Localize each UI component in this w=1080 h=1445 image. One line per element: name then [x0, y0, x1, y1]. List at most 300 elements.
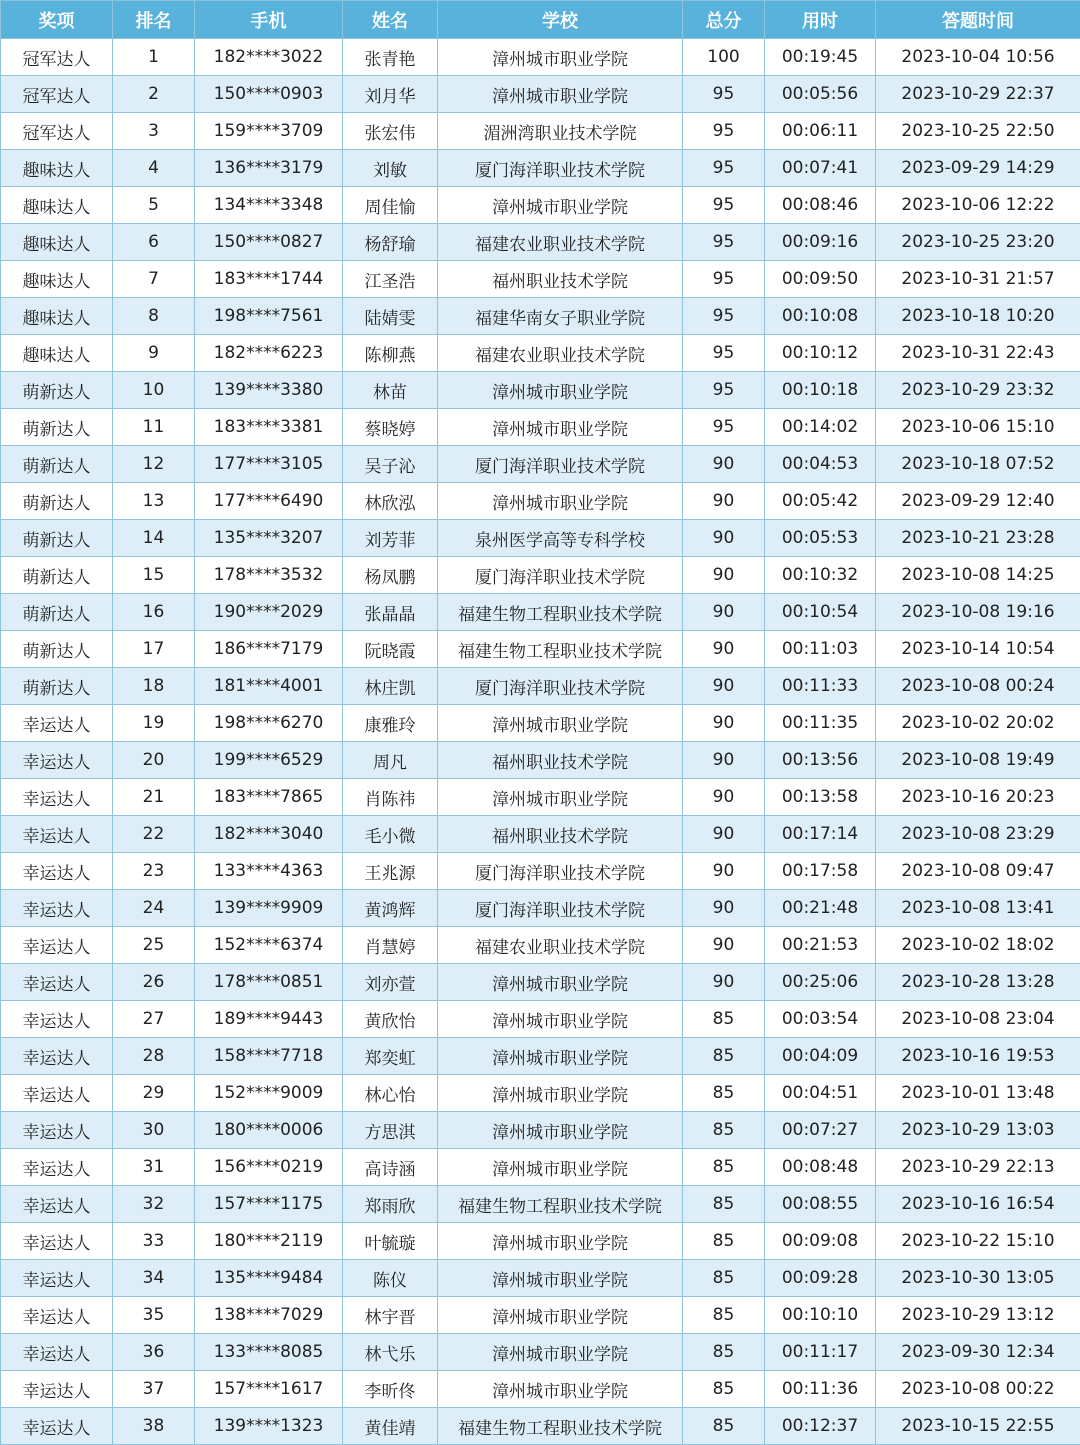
- table-row: [1, 1038, 1080, 1075]
- name-cell: 肖慧婷: [343, 927, 438, 964]
- name-cell: 叶毓璇: [343, 1223, 438, 1260]
- name-cell: 周凡: [343, 742, 438, 779]
- score-cell: 85: [683, 1334, 765, 1371]
- rank-cell: 2: [113, 76, 195, 113]
- school-cell: 厦门海洋职业技术学院: [438, 853, 683, 890]
- award-cell: 幸运达人: [1, 742, 113, 779]
- award-cell: 趣味达人: [1, 224, 113, 261]
- name-cell: 张晶晶: [343, 594, 438, 631]
- score-cell: 85: [683, 1223, 765, 1260]
- score-cell: 85: [683, 1038, 765, 1075]
- phone-cell: 190****2029: [195, 594, 343, 631]
- table-row: [1, 1223, 1080, 1260]
- rank-cell: 34: [113, 1260, 195, 1297]
- phone-cell: 181****4001: [195, 668, 343, 705]
- table-row: [1, 520, 1080, 557]
- answer-time-cell: 2023-10-08 00:24: [876, 668, 1080, 705]
- rank-cell: 11: [113, 409, 195, 446]
- answer-time-cell: 2023-09-29 14:29: [876, 150, 1080, 187]
- table-row: [1, 372, 1080, 409]
- phone-cell: 177****3105: [195, 446, 343, 483]
- score-cell: 85: [683, 1112, 765, 1149]
- phone-cell: 183****7865: [195, 779, 343, 816]
- award-cell: 趣味达人: [1, 335, 113, 372]
- duration-cell: 00:10:10: [765, 1297, 876, 1334]
- header-award: 奖项: [1, 1, 113, 39]
- award-cell: 冠军达人: [1, 113, 113, 150]
- award-cell: 幸运达人: [1, 1075, 113, 1112]
- header-answer-time: 答题时间: [876, 1, 1080, 39]
- school-cell: 福建农业职业技术学院: [438, 335, 683, 372]
- rank-cell: 33: [113, 1223, 195, 1260]
- award-cell: 趣味达人: [1, 187, 113, 224]
- duration-cell: 00:07:41: [765, 150, 876, 187]
- phone-cell: 186****7179: [195, 631, 343, 668]
- duration-cell: 00:13:56: [765, 742, 876, 779]
- score-cell: 90: [683, 705, 765, 742]
- award-cell: 幸运达人: [1, 1149, 113, 1186]
- duration-cell: 00:11:35: [765, 705, 876, 742]
- answer-time-cell: 2023-10-06 15:10: [876, 409, 1080, 446]
- name-cell: 周佳愉: [343, 187, 438, 224]
- school-cell: 福建生物工程职业技术学院: [438, 1408, 683, 1445]
- duration-cell: 00:21:53: [765, 927, 876, 964]
- table-row: [1, 1112, 1080, 1149]
- name-cell: 黄佳靖: [343, 1408, 438, 1445]
- phone-cell: 150****0827: [195, 224, 343, 261]
- table-row: [1, 483, 1080, 520]
- phone-cell: 198****6270: [195, 705, 343, 742]
- score-cell: 90: [683, 520, 765, 557]
- name-cell: 毛小微: [343, 816, 438, 853]
- rank-cell: 5: [113, 187, 195, 224]
- rank-cell: 24: [113, 890, 195, 927]
- rank-cell: 6: [113, 224, 195, 261]
- name-cell: 陆婧雯: [343, 298, 438, 335]
- answer-time-cell: 2023-09-30 12:34: [876, 1334, 1080, 1371]
- school-cell: 福建农业职业技术学院: [438, 927, 683, 964]
- school-cell: 泉州医学高等专科学校: [438, 520, 683, 557]
- phone-cell: 133****8085: [195, 1334, 343, 1371]
- name-cell: 黄欣怡: [343, 1001, 438, 1038]
- duration-cell: 00:09:28: [765, 1260, 876, 1297]
- award-cell: 幸运达人: [1, 1223, 113, 1260]
- answer-time-cell: 2023-10-18 07:52: [876, 446, 1080, 483]
- phone-cell: 139****1323: [195, 1408, 343, 1445]
- name-cell: 林宇晋: [343, 1297, 438, 1334]
- phone-cell: 152****9009: [195, 1075, 343, 1112]
- table-row: [1, 1186, 1080, 1223]
- rank-cell: 1: [113, 39, 195, 76]
- name-cell: 康雅玲: [343, 705, 438, 742]
- school-cell: 厦门海洋职业技术学院: [438, 150, 683, 187]
- score-cell: 90: [683, 557, 765, 594]
- award-cell: 幸运达人: [1, 853, 113, 890]
- award-cell: 冠军达人: [1, 76, 113, 113]
- phone-cell: 139****9909: [195, 890, 343, 927]
- award-cell: 幸运达人: [1, 1186, 113, 1223]
- phone-cell: 180****0006: [195, 1112, 343, 1149]
- rank-cell: 9: [113, 335, 195, 372]
- duration-cell: 00:05:56: [765, 76, 876, 113]
- name-cell: 林心怡: [343, 1075, 438, 1112]
- score-cell: 90: [683, 631, 765, 668]
- table-row: [1, 557, 1080, 594]
- phone-cell: 135****3207: [195, 520, 343, 557]
- school-cell: 漳州城市职业学院: [438, 779, 683, 816]
- rank-cell: 29: [113, 1075, 195, 1112]
- award-cell: 萌新达人: [1, 520, 113, 557]
- duration-cell: 00:04:51: [765, 1075, 876, 1112]
- name-cell: 林庄凯: [343, 668, 438, 705]
- school-cell: 漳州城市职业学院: [438, 1149, 683, 1186]
- duration-cell: 00:10:54: [765, 594, 876, 631]
- score-cell: 100: [683, 39, 765, 76]
- school-cell: 厦门海洋职业技术学院: [438, 557, 683, 594]
- award-cell: 幸运达人: [1, 927, 113, 964]
- table-row: [1, 631, 1080, 668]
- rank-cell: 15: [113, 557, 195, 594]
- duration-cell: 00:14:02: [765, 409, 876, 446]
- score-cell: 95: [683, 409, 765, 446]
- rank-cell: 31: [113, 1149, 195, 1186]
- score-cell: 95: [683, 372, 765, 409]
- duration-cell: 00:03:54: [765, 1001, 876, 1038]
- school-cell: 漳州城市职业学院: [438, 187, 683, 224]
- rank-cell: 4: [113, 150, 195, 187]
- award-cell: 幸运达人: [1, 1038, 113, 1075]
- phone-cell: 182****3022: [195, 39, 343, 76]
- score-cell: 90: [683, 890, 765, 927]
- answer-time-cell: 2023-10-16 19:53: [876, 1038, 1080, 1075]
- name-cell: 刘亦萱: [343, 964, 438, 1001]
- phone-cell: 182****6223: [195, 335, 343, 372]
- award-cell: 趣味达人: [1, 150, 113, 187]
- answer-time-cell: 2023-10-08 13:41: [876, 890, 1080, 927]
- phone-cell: 138****7029: [195, 1297, 343, 1334]
- school-cell: 漳州城市职业学院: [438, 1334, 683, 1371]
- score-cell: 85: [683, 1186, 765, 1223]
- score-cell: 95: [683, 335, 765, 372]
- school-cell: 漳州城市职业学院: [438, 705, 683, 742]
- table-row: [1, 335, 1080, 372]
- name-cell: 刘月华: [343, 76, 438, 113]
- award-cell: 萌新达人: [1, 557, 113, 594]
- phone-cell: 136****3179: [195, 150, 343, 187]
- answer-time-cell: 2023-10-31 22:43: [876, 335, 1080, 372]
- rank-cell: 7: [113, 261, 195, 298]
- score-cell: 90: [683, 816, 765, 853]
- answer-time-cell: 2023-10-29 22:37: [876, 76, 1080, 113]
- phone-cell: 134****3348: [195, 187, 343, 224]
- award-cell: 趣味达人: [1, 261, 113, 298]
- duration-cell: 00:04:53: [765, 446, 876, 483]
- rank-cell: 25: [113, 927, 195, 964]
- score-cell: 95: [683, 76, 765, 113]
- header-phone: 手机: [195, 1, 343, 39]
- school-cell: 漳州城市职业学院: [438, 964, 683, 1001]
- duration-cell: 00:25:06: [765, 964, 876, 1001]
- phone-cell: 133****4363: [195, 853, 343, 890]
- phone-cell: 152****6374: [195, 927, 343, 964]
- duration-cell: 00:11:03: [765, 631, 876, 668]
- school-cell: 福建生物工程职业技术学院: [438, 631, 683, 668]
- duration-cell: 00:04:09: [765, 1038, 876, 1075]
- name-cell: 张宏伟: [343, 113, 438, 150]
- answer-time-cell: 2023-10-04 10:56: [876, 39, 1080, 76]
- name-cell: 郑奕虹: [343, 1038, 438, 1075]
- name-cell: 李昕佟: [343, 1371, 438, 1408]
- table-row: [1, 1075, 1080, 1112]
- answer-time-cell: 2023-10-18 10:20: [876, 298, 1080, 335]
- name-cell: 林弋乐: [343, 1334, 438, 1371]
- rank-cell: 21: [113, 779, 195, 816]
- duration-cell: 00:07:27: [765, 1112, 876, 1149]
- rank-cell: 30: [113, 1112, 195, 1149]
- duration-cell: 00:06:11: [765, 113, 876, 150]
- rank-cell: 27: [113, 1001, 195, 1038]
- phone-cell: 135****9484: [195, 1260, 343, 1297]
- rank-cell: 23: [113, 853, 195, 890]
- table-row: [1, 150, 1080, 187]
- header-school: 学校: [438, 1, 683, 39]
- rank-cell: 37: [113, 1371, 195, 1408]
- score-cell: 90: [683, 927, 765, 964]
- phone-cell: 156****0219: [195, 1149, 343, 1186]
- table-row: [1, 1334, 1080, 1371]
- award-cell: 萌新达人: [1, 446, 113, 483]
- school-cell: 厦门海洋职业技术学院: [438, 446, 683, 483]
- phone-cell: 157****1175: [195, 1186, 343, 1223]
- answer-time-cell: 2023-10-02 20:02: [876, 705, 1080, 742]
- award-cell: 萌新达人: [1, 372, 113, 409]
- duration-cell: 00:13:58: [765, 779, 876, 816]
- score-cell: 90: [683, 594, 765, 631]
- score-cell: 85: [683, 1001, 765, 1038]
- school-cell: 福州职业技术学院: [438, 261, 683, 298]
- name-cell: 肖陈祎: [343, 779, 438, 816]
- table-row: [1, 705, 1080, 742]
- score-cell: 85: [683, 1408, 765, 1445]
- duration-cell: 00:10:08: [765, 298, 876, 335]
- duration-cell: 00:09:50: [765, 261, 876, 298]
- answer-time-cell: 2023-10-25 23:20: [876, 224, 1080, 261]
- answer-time-cell: 2023-10-08 09:47: [876, 853, 1080, 890]
- phone-cell: 150****0903: [195, 76, 343, 113]
- answer-time-cell: 2023-10-16 20:23: [876, 779, 1080, 816]
- award-cell: 幸运达人: [1, 1112, 113, 1149]
- rank-cell: 26: [113, 964, 195, 1001]
- phone-cell: 183****3381: [195, 409, 343, 446]
- name-cell: 王兆源: [343, 853, 438, 890]
- score-cell: 90: [683, 853, 765, 890]
- award-cell: 幸运达人: [1, 1297, 113, 1334]
- answer-time-cell: 2023-10-29 22:13: [876, 1149, 1080, 1186]
- answer-time-cell: 2023-10-06 12:22: [876, 187, 1080, 224]
- phone-cell: 178****0851: [195, 964, 343, 1001]
- duration-cell: 00:05:53: [765, 520, 876, 557]
- phone-cell: 182****3040: [195, 816, 343, 853]
- phone-cell: 177****6490: [195, 483, 343, 520]
- answer-time-cell: 2023-10-01 13:48: [876, 1075, 1080, 1112]
- table-row: [1, 779, 1080, 816]
- school-cell: 漳州城市职业学院: [438, 76, 683, 113]
- name-cell: 杨舒瑜: [343, 224, 438, 261]
- header-duration: 用时: [765, 1, 876, 39]
- name-cell: 高诗涵: [343, 1149, 438, 1186]
- rank-cell: 13: [113, 483, 195, 520]
- school-cell: 漳州城市职业学院: [438, 1223, 683, 1260]
- name-cell: 林欣泓: [343, 483, 438, 520]
- rank-cell: 22: [113, 816, 195, 853]
- answer-time-cell: 2023-10-28 13:28: [876, 964, 1080, 1001]
- rank-cell: 20: [113, 742, 195, 779]
- award-cell: 幸运达人: [1, 705, 113, 742]
- score-cell: 85: [683, 1149, 765, 1186]
- award-cell: 趣味达人: [1, 298, 113, 335]
- phone-cell: 189****9443: [195, 1001, 343, 1038]
- answer-time-cell: 2023-10-08 23:29: [876, 816, 1080, 853]
- table-body: [1, 39, 1080, 1445]
- table-row: [1, 187, 1080, 224]
- duration-cell: 00:11:17: [765, 1334, 876, 1371]
- duration-cell: 00:08:46: [765, 187, 876, 224]
- header-row: [1, 1, 1080, 39]
- name-cell: 江圣浩: [343, 261, 438, 298]
- award-cell: 幸运达人: [1, 779, 113, 816]
- school-cell: 漳州城市职业学院: [438, 372, 683, 409]
- score-cell: 95: [683, 187, 765, 224]
- name-cell: 黄鸿辉: [343, 890, 438, 927]
- score-cell: 90: [683, 964, 765, 1001]
- duration-cell: 00:17:14: [765, 816, 876, 853]
- answer-time-cell: 2023-10-22 15:10: [876, 1223, 1080, 1260]
- rank-cell: 10: [113, 372, 195, 409]
- phone-cell: 199****6529: [195, 742, 343, 779]
- answer-time-cell: 2023-10-31 21:57: [876, 261, 1080, 298]
- score-cell: 85: [683, 1297, 765, 1334]
- table-row: [1, 1149, 1080, 1186]
- duration-cell: 00:10:18: [765, 372, 876, 409]
- duration-cell: 00:10:12: [765, 335, 876, 372]
- phone-cell: 180****2119: [195, 1223, 343, 1260]
- table-row: [1, 853, 1080, 890]
- name-cell: 郑雨欣: [343, 1186, 438, 1223]
- rank-cell: 35: [113, 1297, 195, 1334]
- rank-cell: 32: [113, 1186, 195, 1223]
- name-cell: 张青艳: [343, 39, 438, 76]
- table-row: [1, 446, 1080, 483]
- school-cell: 漳州城市职业学院: [438, 1075, 683, 1112]
- phone-cell: 183****1744: [195, 261, 343, 298]
- score-cell: 90: [683, 742, 765, 779]
- award-cell: 萌新达人: [1, 631, 113, 668]
- duration-cell: 00:21:48: [765, 890, 876, 927]
- score-cell: 85: [683, 1371, 765, 1408]
- table-row: [1, 890, 1080, 927]
- answer-time-cell: 2023-10-08 19:16: [876, 594, 1080, 631]
- rank-cell: 36: [113, 1334, 195, 1371]
- school-cell: 福建农业职业技术学院: [438, 224, 683, 261]
- school-cell: 福建生物工程职业技术学院: [438, 1186, 683, 1223]
- duration-cell: 00:19:45: [765, 39, 876, 76]
- duration-cell: 00:05:42: [765, 483, 876, 520]
- school-cell: 福建生物工程职业技术学院: [438, 594, 683, 631]
- score-cell: 95: [683, 298, 765, 335]
- rank-cell: 3: [113, 113, 195, 150]
- duration-cell: 00:09:16: [765, 224, 876, 261]
- school-cell: 漳州城市职业学院: [438, 409, 683, 446]
- name-cell: 方思淇: [343, 1112, 438, 1149]
- answer-time-cell: 2023-10-08 00:22: [876, 1371, 1080, 1408]
- award-cell: 萌新达人: [1, 409, 113, 446]
- table-row: [1, 224, 1080, 261]
- score-cell: 95: [683, 261, 765, 298]
- award-cell: 幸运达人: [1, 1334, 113, 1371]
- table-row: [1, 1001, 1080, 1038]
- name-cell: 吴子沁: [343, 446, 438, 483]
- school-cell: 漳州城市职业学院: [438, 1001, 683, 1038]
- award-cell: 幸运达人: [1, 964, 113, 1001]
- school-cell: 厦门海洋职业技术学院: [438, 890, 683, 927]
- duration-cell: 00:17:58: [765, 853, 876, 890]
- award-cell: 幸运达人: [1, 1371, 113, 1408]
- school-cell: 漳州城市职业学院: [438, 1260, 683, 1297]
- phone-cell: 159****3709: [195, 113, 343, 150]
- rank-cell: 14: [113, 520, 195, 557]
- award-cell: 幸运达人: [1, 1408, 113, 1445]
- phone-cell: 157****1617: [195, 1371, 343, 1408]
- answer-time-cell: 2023-10-08 23:04: [876, 1001, 1080, 1038]
- name-cell: 蔡晓婷: [343, 409, 438, 446]
- duration-cell: 00:10:32: [765, 557, 876, 594]
- answer-time-cell: 2023-10-25 22:50: [876, 113, 1080, 150]
- score-cell: 90: [683, 483, 765, 520]
- table-row: [1, 409, 1080, 446]
- duration-cell: 00:08:48: [765, 1149, 876, 1186]
- rank-cell: 17: [113, 631, 195, 668]
- duration-cell: 00:09:08: [765, 1223, 876, 1260]
- rank-cell: 38: [113, 1408, 195, 1445]
- score-cell: 85: [683, 1075, 765, 1112]
- school-cell: 漳州城市职业学院: [438, 1297, 683, 1334]
- score-cell: 90: [683, 446, 765, 483]
- award-cell: 幸运达人: [1, 816, 113, 853]
- answer-time-cell: 2023-10-02 18:02: [876, 927, 1080, 964]
- name-cell: 阮晓霞: [343, 631, 438, 668]
- rank-cell: 19: [113, 705, 195, 742]
- table-row: [1, 39, 1080, 76]
- score-cell: 95: [683, 113, 765, 150]
- school-cell: 福州职业技术学院: [438, 816, 683, 853]
- table-row: [1, 742, 1080, 779]
- rank-cell: 28: [113, 1038, 195, 1075]
- table-row: [1, 76, 1080, 113]
- rank-cell: 16: [113, 594, 195, 631]
- answer-time-cell: 2023-10-29 23:32: [876, 372, 1080, 409]
- rank-cell: 12: [113, 446, 195, 483]
- school-cell: 漳州城市职业学院: [438, 1112, 683, 1149]
- table-row: [1, 113, 1080, 150]
- answer-time-cell: 2023-10-08 14:25: [876, 557, 1080, 594]
- name-cell: 林苗: [343, 372, 438, 409]
- table-row: [1, 1408, 1080, 1445]
- duration-cell: 00:11:36: [765, 1371, 876, 1408]
- school-cell: 漳州城市职业学院: [438, 483, 683, 520]
- school-cell: 漳州城市职业学院: [438, 39, 683, 76]
- school-cell: 福州职业技术学院: [438, 742, 683, 779]
- award-cell: 幸运达人: [1, 890, 113, 927]
